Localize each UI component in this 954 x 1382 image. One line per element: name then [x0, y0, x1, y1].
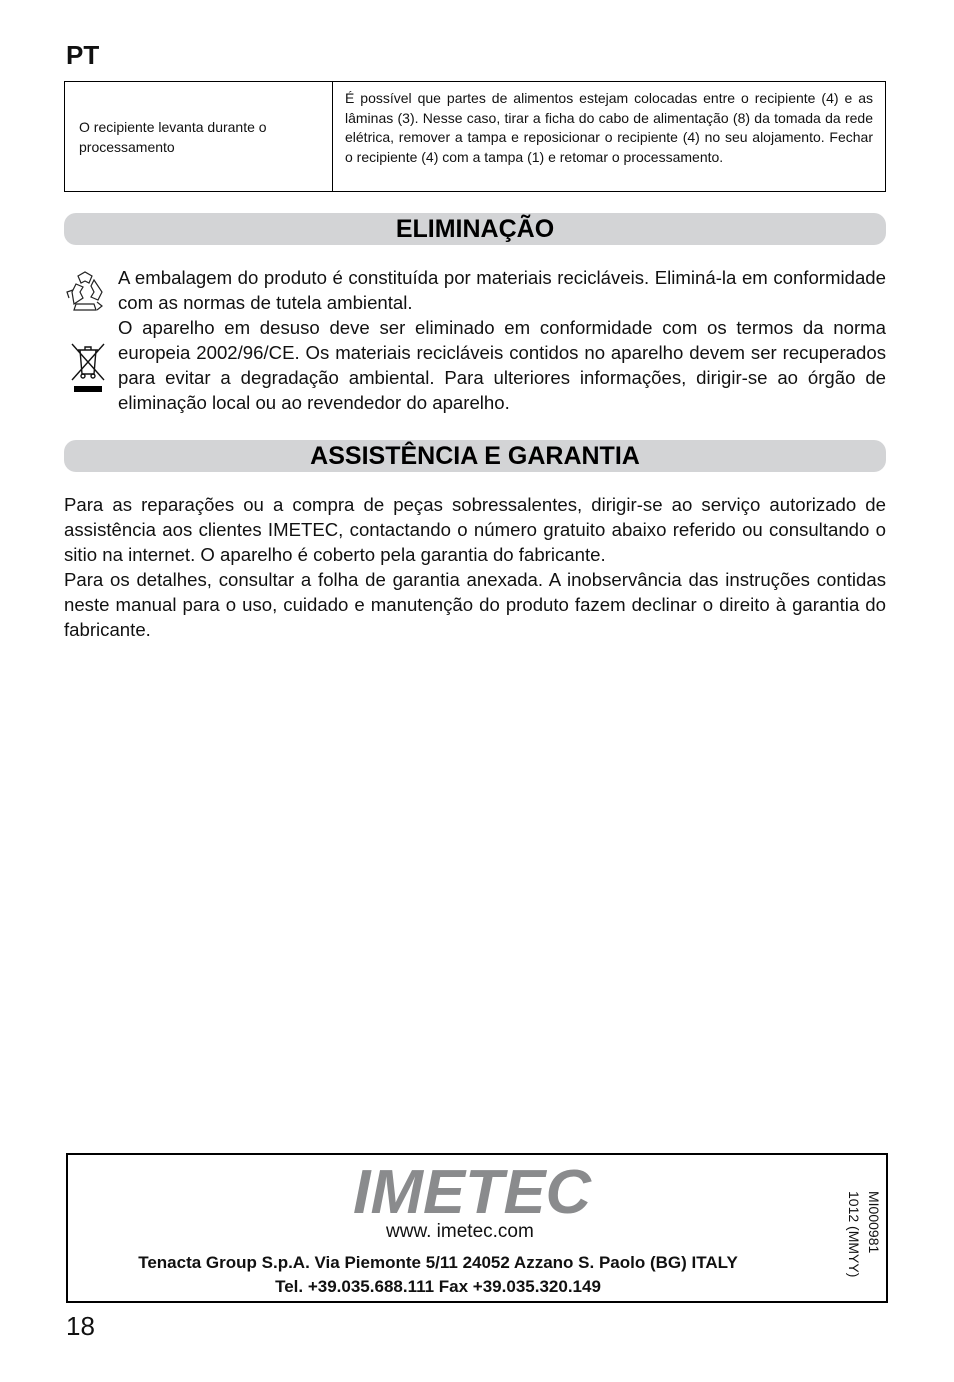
section-title: ELIMINAÇÃO	[395, 214, 555, 243]
document-code	[844, 1191, 884, 1277]
troubleshooting-row	[64, 81, 886, 192]
problem-cell: O recipiente levanta durante o processamento	[65, 82, 333, 191]
section-heading-assistance	[64, 440, 886, 472]
document-code-date: 1012 (MMYY)	[846, 1191, 862, 1278]
company-footer	[66, 1153, 888, 1303]
page-number: 18	[66, 1311, 95, 1341]
company-phone: Tel. +39.035.688.111 Fax +39.035.320.149	[275, 1277, 601, 1296]
weee-crossed-bin-icon	[70, 340, 106, 394]
website-url: www. imetec.com	[386, 1221, 534, 1242]
svg-text:IMETEC: IMETEC	[353, 1159, 593, 1221]
recycle-icon	[64, 270, 106, 312]
language-code: PT	[66, 40, 100, 70]
assistance-paragraph-repairs: Para as reparações ou a compra de peças sobressalentes, dirigir-se ao serviço autorizado de assistência aos clientes IMETEC, contactando o número gratuito abaixo referido ou consultando o sitio na internet. O aparelho é coberto pela garantia do fabricante.	[64, 494, 886, 565]
imetec-logo	[353, 1159, 593, 1221]
section-heading-disposal	[64, 213, 886, 245]
disposal-paragraph-packaging: A embalagem do produto é constituída por materiais recicláveis. Eliminá-la em conformidade com as normas de tutela ambiental.	[118, 267, 886, 313]
section-title: ASSISTÊNCIA E GARANTIA	[310, 441, 640, 470]
company-address: Tenacta Group S.p.A. Via Piemonte 5/11 24052 Azzano S. Paolo (BG) ITALY	[138, 1253, 738, 1272]
document-code-id: MI000981	[866, 1191, 882, 1254]
assistance-paragraph-warranty: Para os detalhes, consultar a folha de garantia anexada. A inobservância das instruções contidas neste manual para o uso, cuidado e manutenção do produto fazem declinar o direito à garantia do fabricante.	[64, 569, 886, 640]
disposal-paragraph-appliance: O aparelho em desuso deve ser eliminado em conformidade com os termos da norma europeia 2002/96/CE. Os materiais recicláveis contidos no aparelho devem ser recuperados para evitar a degradação ambiental. Para ulteriores informações, dirigir-se ao órgão de eliminação local ou ao revendedor do aparelho.	[118, 317, 886, 413]
solution-cell: É possível que partes de alimentos estejam colocadas entre o recipiente (4) e as lâminas (3). Nesse caso, tirar a ficha do cabo de alimentação (8) da tomada da rede elétrica, remover a tampa e reposicionar o recipiente (4) no seu alojamento. Fechar o recipiente (4) com a tampa (1) e retomar o processamento.	[345, 90, 873, 165]
